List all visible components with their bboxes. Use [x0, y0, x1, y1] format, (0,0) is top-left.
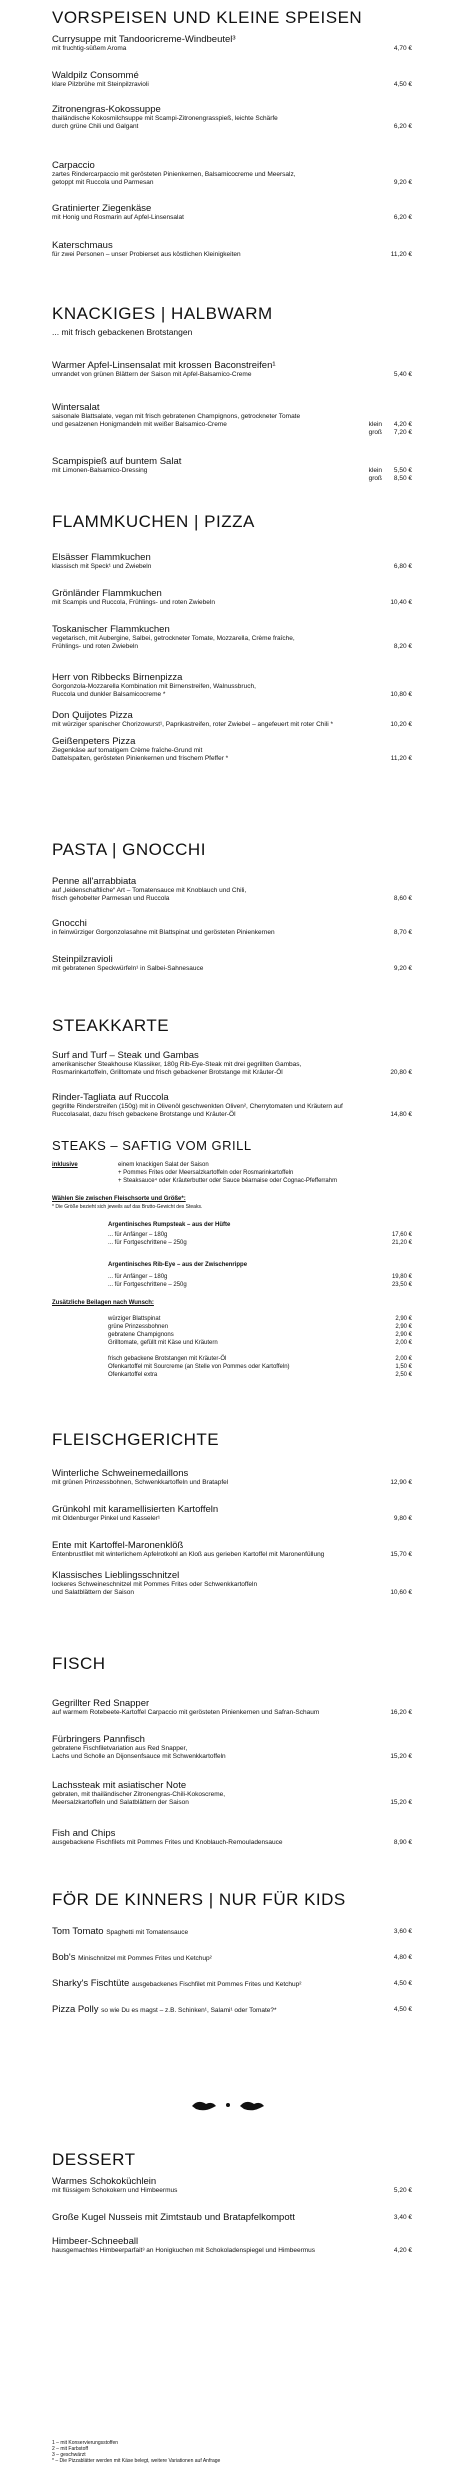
price: 14,80 € — [390, 1111, 412, 1118]
ribeye-row: ... für Fortgeschrittene – 250g 23,50 € — [108, 1282, 412, 1288]
dish-zitronengras: Zitronengras-Kokossuppe thailändische Kokosmilchsuppe mit Scampi-Zitronengrasspieß, leichte Schärfe durch grüne Chili und Galgant 6,20 € — [52, 104, 412, 130]
price: 4,50 € — [393, 81, 412, 88]
rumpsteak-title: Argentinisches Rumpsteak – aus der Hüfte — [108, 1222, 231, 1228]
ribeye-row: ... für Anfänger – 180g 19,80 € — [108, 1274, 412, 1280]
size-label: groß — [368, 475, 382, 482]
grill-inklusive-line: + Steaksauce⁴ oder Kräuterbutter oder Sauce béarnaise oder Cognac-Pfefferrahm — [118, 1178, 338, 1184]
dish-ziegenkaese: Gratinierter Ziegenkäse mit Honig und Rosmarin auf Apfel-Linsensalat 6,20 € — [52, 203, 412, 221]
price: 15,70 € — [390, 1551, 412, 1558]
price: 17,60 € — [391, 1232, 412, 1238]
dish-himbeer-schneeball: Himbeer-Schneeball hausgemachtes Himbeerparfait³ an Honigkuchen mit Schokoladenspiegel und Himbeermus 4,20 € — [52, 2236, 412, 2254]
dish-penne: Penne all'arrabbiata auf „leidenschaftliche“ Art – Tomatensauce mit Knoblauch und Chili, frisch gehobelter Parmesan und Ruccola 8,60 € — [52, 876, 412, 902]
price: 4,50 € — [393, 2006, 412, 2013]
price: 2,00 € — [395, 1356, 412, 1362]
dish-katerschmaus: Katerschmaus für zwei Personen – unser Probierset aus köstlichen Kleinigkeiten 11,20 € — [52, 240, 412, 258]
side-row: grüne Prinzessbohnen 2,90 € — [108, 1324, 412, 1330]
dish-schweinemedaillons: Winterliche Schweinemedaillons mit grünen Prinzessbohnen, Schwenkkartoffeln und Bratapfel 12,90 € — [52, 1468, 412, 1486]
price: 2,90 € — [395, 1324, 412, 1330]
price: 19,80 € — [391, 1274, 412, 1280]
grill-inklusive: inklusive — [52, 1162, 78, 1168]
dish-nusseis: Große Kugel Nusseis mit Zimtstaub und Bratapfelkompott 3,40 € — [52, 2212, 412, 2223]
pig-ornament-icon — [188, 2096, 278, 2114]
price: 5,20 € — [393, 2187, 412, 2194]
footnote: 1 – mit Konservierungsstoffen — [52, 2440, 119, 2446]
price: 8,20 € — [393, 643, 412, 650]
price: 1,50 € — [395, 1364, 412, 1370]
price: 11,20 € — [390, 755, 412, 762]
price: 8,70 € — [393, 929, 412, 936]
dish-surf-and-turf: Surf and Turf – Steak und Gambas amerikanischer Steakhouse Klassiker, 180g Rib-Eye-Steak mit drei gegrillten Gambas, Rosmarinkartoffeln, Grilltomate und frisch gebackener Brotstange mit Kräuter-Öl 20,80 € — [52, 1050, 412, 1076]
price: 15,20 € — [390, 1753, 412, 1760]
section-title-vorspeisen: VORSPEISEN UND KLEINE SPEISEN — [52, 8, 363, 27]
price: 2,90 € — [395, 1316, 412, 1322]
price: 4,50 € — [393, 1980, 412, 1987]
dish-tom-tomato: Tom Tomato Spaghetti mit Tomatensauce 3,60 € — [52, 1926, 412, 1937]
dish-bobs: Bob's Minischnitzel mit Pommes Frites und Ketchup² 4,80 € — [52, 1952, 412, 1963]
side-row: würziger Blattspinat 2,90 € — [108, 1316, 412, 1322]
price: 10,40 € — [390, 599, 412, 606]
section-title-grill: STEAKS – SAFTIG VOM GRILL — [52, 1138, 252, 1153]
price: 16,20 € — [390, 1709, 412, 1716]
section-title-fleisch: FLEISCHGERICHTE — [52, 1430, 220, 1449]
price: 4,20 € — [393, 421, 412, 428]
sides-title: Zusätzliche Beilagen nach Wunsch: — [52, 1300, 154, 1306]
dish-geissenpeter: Geißenpeters Pizza Ziegenkäse auf tomatigem Crème fraîche-Grund mit Dattelspalten, gerösteten Pinienkernen und frischem Pfeffer * 11,20 € — [52, 736, 412, 762]
dish-toskanischer: Toskanischer Flammkuchen vegetarisch, mit Aubergine, Salbei, getrockneter Tomate, Mozzarella, Crème fraîche, Frühlings- und roten Zwiebeln 8,20 € — [52, 624, 412, 650]
price: 4,20 € — [393, 2247, 412, 2254]
price: 12,90 € — [390, 1479, 412, 1486]
dish-schokokuechlein: Warmes Schokoküchlein mit flüssigem Schokokern und Himbeermus 5,20 € — [52, 2176, 412, 2194]
dish-apfel-linsensalat: Warmer Apfel-Linsensalat mit krossen Baconstreifen¹ umrandet von grünen Blättern der Saison mit Apfel-Balsamico-Creme 5,40 € — [52, 360, 412, 378]
price: 2,50 € — [395, 1372, 412, 1378]
price: 5,50 € — [393, 467, 412, 474]
section-title-fisch: FISCH — [52, 1654, 106, 1673]
dish-fish-and-chips: Fish and Chips ausgebackene Fischfilets mit Pommes Frites und Knoblauch-Remouladensauce 8,90 € — [52, 1828, 412, 1846]
side-row: Grilltomate, gefüllt mit Käse und Kräutern 2,00 € — [108, 1340, 412, 1346]
price: 2,00 € — [395, 1340, 412, 1346]
ribeye-title: Argentinisches Rib-Eye – aus der Zwischenrippe — [108, 1262, 248, 1268]
grill-inklusive-line: + Pommes Frites oder Meersalzkartoffeln oder Rosmarinkartoffeln — [118, 1170, 294, 1176]
size-label: klein — [368, 421, 382, 428]
section-title-knackiges: KNACKIGES | HALBWARM — [52, 304, 273, 323]
price: 7,20 € — [393, 429, 412, 436]
price: 9,80 € — [393, 1515, 412, 1522]
price: 3,40 € — [393, 2214, 412, 2221]
rumpsteak-row: ... für Anfänger – 180g 17,60 € — [108, 1232, 412, 1238]
section-title-kinder: FÖR DE KINNERS | NUR FÜR KIDS — [52, 1890, 346, 1909]
price: 4,80 € — [393, 1954, 412, 1961]
section-title-flammkuchen: FLAMMKUCHEN | PIZZA — [52, 512, 255, 531]
price: 8,60 € — [393, 895, 412, 902]
footnote: 3 – geschwärzt — [52, 2452, 86, 2458]
dish-currysuppe: Currysuppe mit Tandooricreme-Windbeutel³ mit fruchtig-süßem Aroma 4,70 € — [52, 34, 412, 52]
side-row: gebratene Champignons 2,90 € — [108, 1332, 412, 1338]
price: 10,80 € — [390, 691, 412, 698]
size-label: klein — [368, 467, 382, 474]
price: 15,20 € — [390, 1799, 412, 1806]
side-row: frisch gebackene Brotstangen mit Kräuter-Öl 2,00 € — [108, 1356, 412, 1362]
dish-don-quijote: Don Quijotes Pizza mit würziger spanischer Chorizowurst¹, Paprikastreifen, roter Zwiebel – angefeuert mit roter Chili * 10,20 € — [52, 710, 412, 728]
dish-wintersalat: Wintersalat saisonale Blattsalate, vegan mit frisch gebratenen Champignons, getrockneter Tomate und gesalzenen Honigmandeln mit weißer Balsamico-Creme klein 4,20 € groß 7,20 € — [52, 402, 412, 436]
grill-inklusive-line: einem knackigen Salat der Saison — [118, 1162, 209, 1168]
size-label: groß — [368, 429, 382, 436]
grill-choose-title: Wählen Sie zwischen Fleischsorte und Größe*: — [52, 1196, 186, 1202]
section-title-dessert: DESSERT — [52, 2150, 136, 2169]
price: 6,80 € — [393, 563, 412, 570]
dish-consomme: Waldpilz Consommé klare Pilzbrühe mit Steinpilzravioli 4,50 € — [52, 70, 412, 88]
price: 8,90 € — [393, 1839, 412, 1846]
dish-elsaesser: Elsässer Flammkuchen klassisch mit Speck¹ und Zwiebeln 6,80 € — [52, 552, 412, 570]
price: 21,20 € — [391, 1240, 412, 1246]
dish-birnenpizza: Herr von Ribbecks Birnenpizza Gorgonzola-Mozzarella Kombination mit Birnenstreifen, Walnussbruch, Ruccola und dunkler Balsamicocreme * 10,80 € — [52, 672, 412, 698]
price: 10,20 € — [390, 721, 412, 728]
price: 4,70 € — [393, 45, 412, 52]
price: 8,50 € — [393, 475, 412, 482]
dish-lachssteak: Lachssteak mit asiatischer Note gebraten, mit thailändischer Zitronengras-Chili-Kokoscreme, Meersalzkartoffeln und Salatblättern der Saison 15,20 € — [52, 1780, 412, 1806]
dish-steinpilzravioli: Steinpilzravioli mit gebratenen Speckwürfeln¹ in Salbei-Sahnesauce 9,20 € — [52, 954, 412, 972]
dish-carpaccio: Carpaccio zartes Rindercarpaccio mit gerösteten Pinienkernen, Balsamicocreme und Meersalz, getoppt mit Ruccola und Parmesan 9,20 € — [52, 160, 412, 186]
price: 6,20 € — [393, 214, 412, 221]
section-title-pasta: PASTA | GNOCCHI — [52, 840, 206, 859]
price: 23,50 € — [391, 1282, 412, 1288]
price: 11,20 € — [390, 251, 412, 258]
grill-choose-note: * Die Größe bezieht sich jeweils auf das Brutto-Gewicht des Steaks. — [52, 1204, 203, 1210]
dish-sharkys: Sharky's Fischtüte ausgebackenes Fischfilet mit Pommes Frites und Ketchup² 4,50 € — [52, 1978, 412, 1989]
dish-ente: Ente mit Kartoffel-Maronenklöß Entenbrustfilet mit winterlichem Apfelrotkohl an Kloß aus gerieben Kartoffel mit Maronenfüllung 15,70 € — [52, 1540, 412, 1558]
price: 3,60 € — [393, 1928, 412, 1935]
side-row: Ofenkartoffel extra 2,50 € — [108, 1372, 412, 1378]
section-title-steakkarte: STEAKKARTE — [52, 1016, 170, 1035]
dish-pizza-polly: Pizza Polly so wie Du es magst – z.B. Schinken¹, Salami¹ oder Tomate?* 4,50 € — [52, 2004, 412, 2015]
price: 2,90 € — [395, 1332, 412, 1338]
footnote: 2 – mit Farbstoff — [52, 2446, 89, 2452]
side-row: Ofenkartoffel mit Sourcreme (an Stelle von Pommes oder Kartoffeln) 1,50 € — [108, 1364, 412, 1370]
price: 20,80 € — [390, 1069, 412, 1076]
dish-gnocchi: Gnocchi in feinwürziger Gorgonzolasahne mit Blattspinat und gerösteten Pinienkernen 8,70 € — [52, 918, 412, 936]
dish-schnitzel: Klassisches Lieblingsschnitzel lockeres Schweineschnitzel mit Pommes Frites oder Schwenkkartoffeln und Salatblättern der Saison 10,60 € — [52, 1570, 412, 1596]
dish-groenlaender: Grönländer Flammkuchen mit Scampis und Ruccola, Frühlings- und roten Zwiebeln 10,40 € — [52, 588, 412, 606]
dish-gruenkohl: Grünkohl mit karamellisierten Kartoffeln mit Oldenburger Pinkel und Kasseler¹ 9,80 € — [52, 1504, 412, 1522]
price: 9,20 € — [393, 179, 412, 186]
dish-scampispiess: Scampispieß auf buntem Salat mit Limonen-Balsamico-Dressing klein 5,50 € groß 8,50 € — [52, 456, 412, 482]
price: 6,20 € — [393, 123, 412, 130]
section-subtitle-knackiges: ... mit frisch gebackenen Brotstangen — [52, 327, 193, 337]
rumpsteak-row: ... für Fortgeschrittene – 250g 21,20 € — [108, 1240, 412, 1246]
price: 10,60 € — [390, 1589, 412, 1596]
dish-rinder-tagliata: Rinder-Tagliata auf Ruccola gegrillte Rinderstreifen (150g) mit in Olivenöl geschwenkten Oliven², Cherrytomaten und Kräutern auf Ruccolasalat, dazu frisch gebackene Brotstange und Kräuter-Öl 14,80 € — [52, 1092, 412, 1118]
footnote: * – Die Pizzablätter werden mit Käse belegt, weitere Variationen auf Anfrage — [52, 2458, 221, 2464]
price: 9,20 € — [393, 965, 412, 972]
dish-red-snapper: Gegrillter Red Snapper auf warmem Rotebeete-Kartoffel Carpaccio mit gerösteten Pinienkernen und Safran-Schaum 16,20 € — [52, 1698, 412, 1716]
price: 5,40 € — [393, 371, 412, 378]
dish-pannfisch: Fürbringers Pannfisch gebratene Fischfiletvariation aus Red Snapper, Lachs und Scholle an Dijonsenfsauce mit Schwenkkartoffeln 15,20 € — [52, 1734, 412, 1760]
